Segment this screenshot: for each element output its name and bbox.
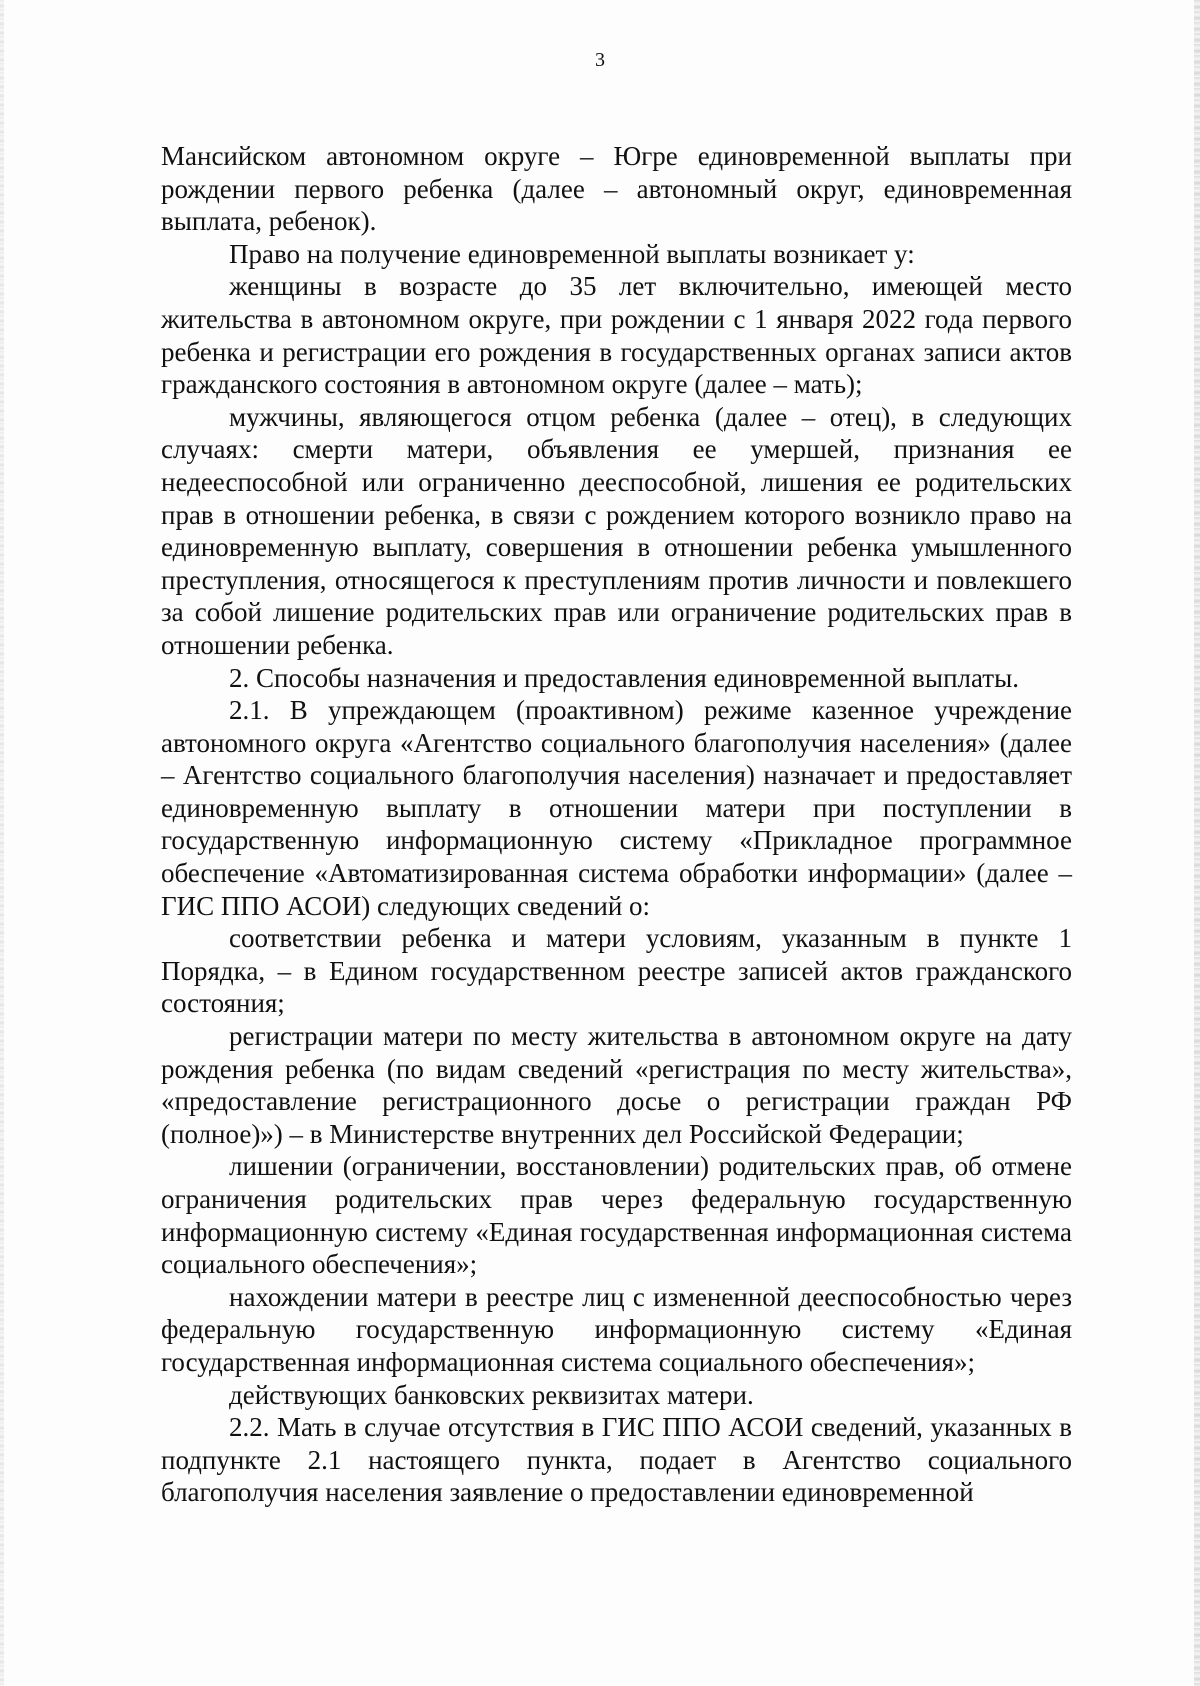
paragraph-2-2: 2.2. Мать в случае отсутствия в ГИС ППО АСОИ сведений, указанных в подпункте 2.1 настоящего пункта, подает в Агентство социального благополучия населения заявление о предоставлении единовременной (161, 1412, 1072, 1508)
paragraph-info-parental-rights: лишении (ограничении, восстановлении) родительских прав, об отмене ограничения родительских прав через федеральную государственную информационную систему «Единая государственная информационная система социального обеспечения»; (161, 1151, 1072, 1280)
paragraph-info-bank-details: действующих банковских реквизитах матери. (229, 1379, 754, 1410)
scan-edge-left (0, 0, 4, 1686)
paragraph-info-capacity-registry: нахождении матери в реестре лиц с измененной дееспособностью через федеральную государственную информационную систему «Единая государственная информационная система социального обеспечения»; (161, 1281, 1072, 1377)
paragraph-info-registration: регистрации матери по месту жительства в автономном округе на дату рождения ребенка (по видам сведений «регистрация по месту жительства», «предоставление регистрационного досье о регистрации граждан РФ (полное)») – в Министерстве внутренних дел Российской Федерации; (161, 1021, 1072, 1149)
paragraph-women-condition: женщины в возрасте до 35 лет включительно, имеющей место жительства в автономном округе, при рождении с 1 января 2022 года первого ребенка и регистрации его рождения в государственных органах записи актов гражданского состояния в автономном округе (далее – мать); (161, 271, 1072, 400)
paragraph-right-intro: Право на получение единовременной выплаты возникает у: (229, 238, 915, 269)
document-body (161, 140, 1072, 1509)
paragraph-2-1: 2.1. В упреждающем (проактивном) режиме казенное учреждение автономного округа «Агентство социального благополучия населения» (далее – Агентство социального благополучия населения) назначает и предоставляет единовременную выплату в отношении матери при поступлении в государственную информационную систему «Прикладное программное обеспечение «Автоматизированная система обработки информации» (далее – ГИС ППО АСОИ) следующих сведений о: (161, 695, 1072, 921)
paragraph-section-2-heading: 2. Способы назначения и предоставления единовременной выплаты. (229, 662, 1019, 693)
page-number: 3 (595, 49, 605, 71)
paragraph-info-civil-registry: соответствии ребенка и матери условиям, указанным в пункте 1 Порядка, – в Едином государственном реестре записей актов гражданского состояния; (161, 923, 1072, 1019)
paragraph-continuation: Мансийском автономном округе – Югре единовременной выплаты при рождении первого ребенка (далее – автономный округ, единовременная выплата, ребенок). (161, 141, 1072, 237)
scan-edge-right (1194, 0, 1200, 1686)
paragraph-father-condition: мужчины, являющегося отцом ребенка (далее – отец), в следующих случаях: смерти матери, объявления ее умершей, признания ее недееспособной или ограниченно дееспособной, лишения ее родительских прав в отношении ребенка, в связи с рождением которого возникло право на единовременную выплату, совершения в отношении ребенка умышленного преступления, относящегося к преступлениям против личности и повлекшего за собой лишение родительских прав или ограничение родительских прав в отношении ребенка. (161, 401, 1072, 660)
